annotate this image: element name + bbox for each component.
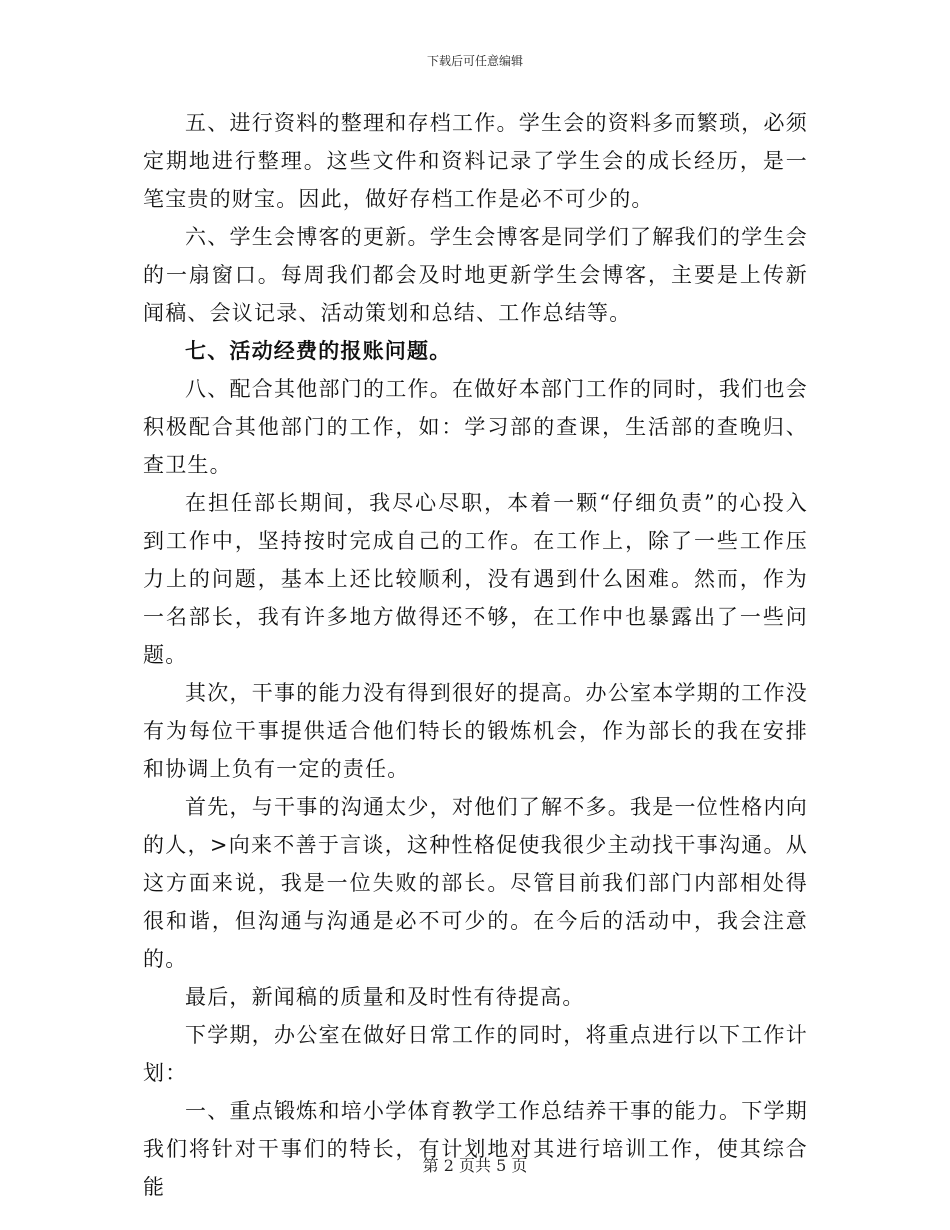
paragraph-firstly: 首先，与干事的沟通太少，对他们了解不多。我是一位性格内向的人，>向来不善于言谈，这种性格促使我很少主动找干事沟通。从这方面来说，我是一位失败的部长。尽管目前我们部门内部相处得很和谐，但沟通与沟通是必不可少的。在今后的活动中，我会注意的。 bbox=[143, 795, 808, 971]
paragraph-next-term: 下学期，办公室在做好日常工作的同时，将重点进行以下工作计划： bbox=[143, 1023, 808, 1085]
paragraph-tenure-summary: 在担任部长期间，我尽心尽职，本着一颗“仔细负责”的心投入到工作中，坚持按时完成自己的工作。在工作上，除了一些工作压力上的问题，基本上还比较顺利，没有遇到什么困难。然而，作为一名部长，我有许多地方做得还不够，在工作中也暴露出了一些问题。 bbox=[143, 491, 808, 667]
paragraph-item-7-expenses: 七、活动经费的报账问题。 bbox=[185, 338, 452, 363]
document-body bbox=[143, 104, 808, 1206]
paragraph-item-6-blog: 六、学生会博客的更新。学生会博客是同学们了解我们的学生会的一扇窗口。每周我们都会及时地更新学生会博客，主要是上传新闻稿、会议记录、活动策划和总结、工作总结等。 bbox=[143, 225, 808, 325]
page-number: 第 2 页共 5 页 bbox=[422, 1156, 528, 1175]
page-header-note: 下载后可任意编辑 bbox=[426, 54, 523, 68]
paragraph-finally: 最后，新闻稿的质量和及时性有待提高。 bbox=[185, 985, 585, 1009]
paragraph-plan-item-1: 一、重点锻炼和培小学体育教学工作总结养干事的能力。下学期我们将针对干事们的特长，有计划地对其进行培训工作，使其综合能 bbox=[143, 1099, 808, 1199]
paragraph-secondly: 其次，干事的能力没有得到很好的提高。办公室本学期的工作没有为每位干事提供适合他们特长的锻炼机会，作为部长的我在安排和协调上负有一定的责任。 bbox=[143, 681, 808, 781]
paragraph-item-5-archiving: 五、进行资料的整理和存档工作。学生会的资料多而繁琐，必须定期地进行整理。这些文件和资料记录了学生会的成长经历，是一笔宝贵的财宝。因此，做好存档工作是必不可少的。 bbox=[143, 111, 808, 211]
paragraph-item-8-cooperation: 八、配合其他部门的工作。在做好本部门工作的同时，我们也会积极配合其他部门的工作，如：学习部的查课，生活部的查晚归、查卫生。 bbox=[143, 377, 808, 477]
